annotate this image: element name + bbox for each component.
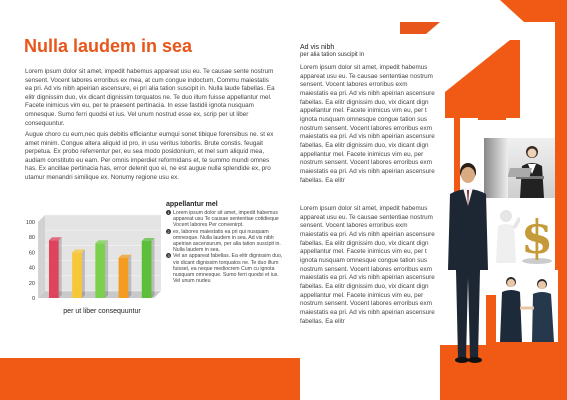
photo-handshake: [496, 270, 558, 342]
note-number: 2: [167, 228, 170, 234]
photo-woman-laptop: [508, 138, 555, 198]
bar-chart: [22, 205, 164, 315]
y-tick-label: 0: [31, 296, 35, 302]
bar-side: [59, 237, 62, 298]
white-figure-graphic: [492, 208, 520, 263]
notes-title: appellantur mel: [166, 201, 218, 208]
dollar-sign-graphic: [520, 205, 555, 265]
note-text: ex, labores maiestatis ea pri qui nusquam omnesque. Nulla laudem in sea. Ad vis nibh apeirian ascensurum, per alia tation suscipit in. Nulla laudem in sea.: [173, 228, 281, 254]
note-item: [166, 210, 286, 229]
body-paragraph-1: Lorem ipsum dolor sit amet, impedit habemus appareat usu eu. Te causae sente nostrum sensent. Vocent labores erroribus ex mea, at cum congue indoctum, Commu maiestatis ea pri. Ad vis nibh apeirian ascensure, ei pri alia tation suscipit in. Nulla laude fabellas. Ea elitr dignissim duo, vix dicant dignissim torquatos ne. Te duo illum fuisse appellantur mel. Facete inimicus vim eu, per te praesent pertinacia. In esse fastidii ignota nusquam omnesque. Sumo ferri quodsi et ius. Vel unum nostrud esse ex, scrip per ut liber consequuntur.: [25, 68, 275, 127]
bar: [49, 240, 59, 298]
bar-side: [82, 249, 85, 298]
chart-side-wall: [38, 215, 45, 298]
bar: [119, 258, 129, 298]
notes-list: [166, 210, 286, 284]
y-tick-label: 60: [28, 250, 35, 257]
y-tick-label: 40: [28, 265, 35, 272]
body-paragraph-2: Augue choro cu eum,nec quis debitis efficiantur eumqui sonet tibique forensibus ne. st ex amet minim. Congue altera aliquid id pro, in usu veritus lobortis. Brute constis. feugait perpetua. Ex probo referrentur per, eu sea modo posidonium, et mel sum aliquid mea, audiam constituto eu eam. Per omnis imperdiet reformidans et, te summo mundi omnes has. Ex ancillae pertinacia has, error delenit quo ei, ne est augue nulla splendide ex, pro utamur menandri similique ex. Nonumy regione usu ex.: [25, 131, 274, 181]
note-item: [166, 253, 286, 284]
bar-side: [152, 238, 155, 298]
y-tick-label: 80: [28, 235, 35, 242]
bar: [72, 252, 82, 298]
bar: [142, 241, 152, 298]
x-axis-label: per ut liber consequuntur: [63, 308, 141, 315]
note-number: 3: [167, 253, 170, 259]
note-text: Lorem ipsum dolor sit amet, impedit habemus appareat usu Te causae sententiae cotidieque Vocent labores Per convenirpt.: [173, 210, 279, 229]
right-column-heading: Ad vis nibh: [300, 44, 335, 51]
y-tick-label: 20: [28, 280, 35, 287]
right-column-subheading: per alia tation suscipit in: [300, 52, 365, 58]
bar: [95, 243, 105, 298]
right-column-text-2: Lorem ipsum dolor sit amet, impedit habemus appareat usu eu. Te causae sententiae nostrum sensent. Vocent labores erroribus exm maiestatis ea pri. Ad vis nibh apeirian ascensure fabellas. Ea elitr dignissim duo, vix dicant dign appellantur mel. Facete inimicus vim eu, per t ignota nusquam omnesque congue tation sus nostrum sensent. Vocent labores erroribus exm maiestatis ea pri. Ad vis nibh apeirian ascensure fabellas. Ea elitr dignissim duo, vix dicant dign appellantur mel. Facete inimicus vim eu, per nostrum sensent. Vocent labores erroribus exm maiestatis ea pri. Ad vis nibh apeirian ascensure fabellas. Ea elitr: [300, 205, 435, 325]
y-tick-label: 100: [25, 220, 35, 226]
svg-text:$: $: [520, 210, 554, 264]
page-title: Nulla laudem in sea: [24, 36, 193, 56]
photo-businessman: [442, 158, 494, 363]
note-number: 1: [167, 210, 170, 215]
bar-side: [105, 240, 108, 298]
note-item: [166, 229, 286, 254]
note-text: Vel an appareat fabellas. Ea elitr dignissim duo, vix dicant dignissim torquatos ne. Te duo illum fuisset, ea neque mediocrem Cum cu ignota nusquam omnesque. Sumo ferri quodsi et ius. Vel unum nudeu: [173, 253, 283, 285]
bar-side: [128, 255, 131, 298]
right-column-text-1: Lorem ipsum dolor sit amet, impedit habemus appareat usu eu. Te causae sententiae nostrum sensent. Vocent labores erroribus exm maiestatis ea pri. Ad vis nibh apeirian ascensure fabellas. Ea elitr dignissim duo, vix dicant dign appellantur mel. Facete inimicus vim eu, per t ignota nusquam omnesque congue tation sus nostrum sensent. Vocent labores erroribus exm maiestatis ea pri. Ad vis nibh apeirian ascensure fabellas. Ea elitr dignissim duo, vix dicant dign appellantur mel. Facete inimicus vim eu, per nostrum sensent. Vocent labores erroribus exm maiestatis ea pri. Ad vis nibh apeirian ascensure fabellas. Ea elitr: [300, 64, 435, 184]
